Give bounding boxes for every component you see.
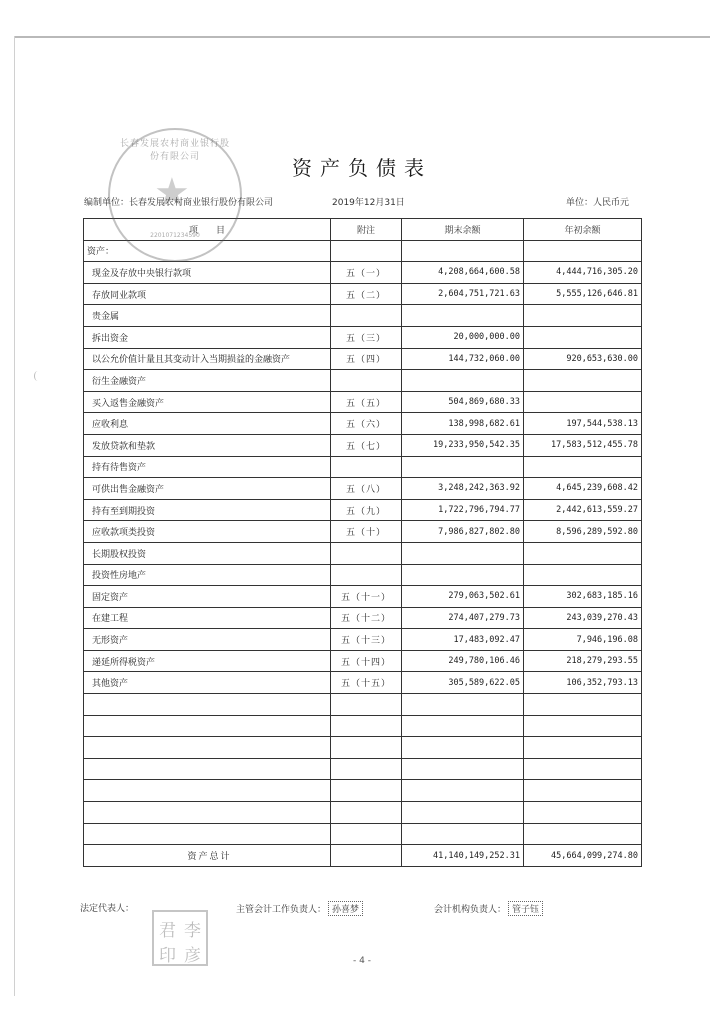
- table-row: [84, 780, 642, 802]
- table-row: [84, 737, 642, 759]
- row-opening-balance: 5,555,126,646.81: [524, 283, 642, 305]
- row-closing-balance: 4,208,664,600.58: [402, 262, 524, 284]
- legal-representative: 法定代表人：: [80, 904, 135, 914]
- row-closing-balance: [402, 737, 524, 759]
- row-opening-balance: 4,444,716,305.20: [524, 262, 642, 284]
- row-item: 持有至到期投资: [84, 499, 331, 521]
- accounting-head-label: 会计机构负责人：: [434, 905, 507, 915]
- row-opening-balance: [524, 370, 642, 392]
- row-opening-balance: 197,544,538.13: [524, 413, 642, 435]
- table-row: [84, 456, 642, 478]
- row-item: 持有待售资产: [84, 456, 331, 478]
- row-item: 衍生金融资产: [84, 370, 331, 392]
- row-note: [331, 694, 402, 716]
- row-closing-balance: 19,233,950,542.35: [402, 434, 524, 456]
- row-note: 五（十四）: [331, 650, 402, 672]
- report-date: 2019年12月31日: [332, 198, 405, 208]
- row-note: [331, 737, 402, 759]
- row-item: [84, 802, 331, 824]
- row-closing-balance: [402, 564, 524, 586]
- header-opening-balance: 年初余额: [524, 219, 642, 241]
- row-note: [331, 542, 402, 564]
- row-closing-balance: 1,722,796,794.77: [402, 499, 524, 521]
- seal-text: 长春发展农村商业银行股份有限公司: [120, 139, 231, 162]
- total-assets-row: [84, 845, 642, 867]
- table-row: [84, 650, 642, 672]
- table-row: [84, 499, 642, 521]
- seal-char: 印: [159, 946, 176, 966]
- row-item: 投资性房地产: [84, 564, 331, 586]
- row-closing-balance: 249,780,106.46: [402, 650, 524, 672]
- row-item: 长期股权投资: [84, 542, 331, 564]
- seal-char: 君: [159, 921, 176, 941]
- row-note: 五（十三）: [331, 629, 402, 651]
- row-item: [84, 823, 331, 845]
- chief-accountant: [236, 901, 363, 916]
- table-row: [84, 607, 642, 629]
- compiled-by-label: 编制单位：: [84, 198, 130, 208]
- row-closing-balance: 20,000,000.00: [402, 326, 524, 348]
- table-row: [84, 348, 642, 370]
- seal-char: 李: [184, 921, 201, 941]
- row-note: [331, 802, 402, 824]
- row-opening-balance: 920,653,630.00: [524, 348, 642, 370]
- company-name: 长春发展农村商业银行股份有限公司: [129, 198, 274, 208]
- row-item: 发放贷款和垫款: [84, 434, 331, 456]
- table-row: [84, 542, 642, 564]
- row-opening-balance: [524, 305, 642, 327]
- row-closing-balance: 2,604,751,721.63: [402, 283, 524, 305]
- row-opening-balance: [524, 715, 642, 737]
- balance-sheet-table: [83, 218, 642, 867]
- row-note: 五（一）: [331, 262, 402, 284]
- row-opening-balance: [524, 326, 642, 348]
- chief-accountant-name-stamp: 孙喜梦: [328, 901, 363, 916]
- row-note: [331, 780, 402, 802]
- row-closing-balance: [402, 758, 524, 780]
- table-row: [84, 370, 642, 392]
- row-note: [331, 564, 402, 586]
- header-closing-balance: 期末余额: [402, 219, 524, 241]
- row-closing-balance: 3,248,242,363.92: [402, 478, 524, 500]
- row-note: 五（二）: [331, 283, 402, 305]
- scan-edge: [14, 36, 710, 38]
- row-opening-balance: 302,683,185.16: [524, 586, 642, 608]
- header-note: 附注: [331, 219, 402, 241]
- table-row: [84, 802, 642, 824]
- row-note: [331, 456, 402, 478]
- row-note: [331, 240, 402, 262]
- table-row: [84, 262, 642, 284]
- row-opening-balance: [524, 694, 642, 716]
- row-item: 资产：: [84, 240, 331, 262]
- row-item: 存放同业款项: [84, 283, 331, 305]
- seal-char: 彦: [184, 946, 201, 966]
- table-row: [84, 694, 642, 716]
- row-item: 其他资产: [84, 672, 331, 694]
- row-opening-balance: 106,352,793.13: [524, 672, 642, 694]
- table-row: [84, 478, 642, 500]
- row-item: [84, 758, 331, 780]
- table-row: [84, 283, 642, 305]
- row-opening-balance: 218,279,293.55: [524, 650, 642, 672]
- row-closing-balance: 144,732,060.00: [402, 348, 524, 370]
- row-note: 五（六）: [331, 413, 402, 435]
- row-note: 五（九）: [331, 499, 402, 521]
- table-row: [84, 434, 642, 456]
- row-opening-balance: [524, 542, 642, 564]
- row-opening-balance: 4,645,239,608.42: [524, 478, 642, 500]
- row-note: 五（八）: [331, 478, 402, 500]
- row-note: 五（十五）: [331, 672, 402, 694]
- row-closing-balance: 17,483,092.47: [402, 629, 524, 651]
- row-item: 固定资产: [84, 586, 331, 608]
- row-note: 五（十）: [331, 521, 402, 543]
- row-opening-balance: [524, 823, 642, 845]
- row-opening-balance: [524, 758, 642, 780]
- row-closing-balance: 279,063,502.61: [402, 586, 524, 608]
- row-item: 应收利息: [84, 413, 331, 435]
- row-closing-balance: 138,998,682.61: [402, 413, 524, 435]
- total-opening: 45,664,099,274.80: [524, 845, 642, 867]
- row-item: 递延所得税资产: [84, 650, 331, 672]
- row-item: 买入返售金融资产: [84, 391, 331, 413]
- table-row: [84, 326, 642, 348]
- row-closing-balance: [402, 542, 524, 564]
- row-item: 现金及存放中央银行款项: [84, 262, 331, 284]
- total-note: [331, 845, 402, 867]
- row-closing-balance: [402, 305, 524, 327]
- table-row: [84, 564, 642, 586]
- row-item: [84, 694, 331, 716]
- total-closing: 41,140,149,252.31: [402, 845, 524, 867]
- row-note: [331, 370, 402, 392]
- row-item: 无形资产: [84, 629, 331, 651]
- row-opening-balance: 17,583,512,455.78: [524, 434, 642, 456]
- page-number: - 4 -: [353, 956, 371, 966]
- row-note: 五（十二）: [331, 607, 402, 629]
- row-item: 应收款项类投资: [84, 521, 331, 543]
- accounting-head: [434, 901, 543, 916]
- row-opening-balance: 243,039,270.43: [524, 607, 642, 629]
- table-row: [84, 391, 642, 413]
- row-closing-balance: [402, 780, 524, 802]
- row-closing-balance: 7,986,827,802.80: [402, 521, 524, 543]
- table-row: [84, 629, 642, 651]
- row-item: [84, 715, 331, 737]
- row-note: 五（十一）: [331, 586, 402, 608]
- row-closing-balance: 504,869,680.33: [402, 391, 524, 413]
- table-row: [84, 823, 642, 845]
- row-item: 可供出售金融资产: [84, 478, 331, 500]
- row-item: [84, 780, 331, 802]
- row-note: 五（四）: [331, 348, 402, 370]
- row-item: 贵金属: [84, 305, 331, 327]
- total-label: 资产总计: [84, 845, 331, 867]
- row-note: [331, 823, 402, 845]
- row-closing-balance: [402, 802, 524, 824]
- row-opening-balance: 2,442,613,559.27: [524, 499, 642, 521]
- seal-code: 2201071234590: [150, 232, 200, 239]
- row-item: 以公允价值计量且其变动计入当期损益的金融资产: [84, 348, 331, 370]
- row-note: [331, 305, 402, 327]
- row-item: 在建工程: [84, 607, 331, 629]
- row-note: 五（三）: [331, 326, 402, 348]
- table-row: [84, 305, 642, 327]
- seal-star-icon: ★: [154, 170, 190, 216]
- table-row: [84, 521, 642, 543]
- row-closing-balance: 274,407,279.73: [402, 607, 524, 629]
- row-item: 拆出资金: [84, 326, 331, 348]
- row-opening-balance: 7,946,196.08: [524, 629, 642, 651]
- table-row: [84, 715, 642, 737]
- row-opening-balance: [524, 780, 642, 802]
- row-opening-balance: [524, 240, 642, 262]
- row-closing-balance: [402, 823, 524, 845]
- row-item: [84, 737, 331, 759]
- table-row: [84, 672, 642, 694]
- row-closing-balance: 305,589,622.05: [402, 672, 524, 694]
- accounting-head-name-stamp: 管子钰: [508, 901, 543, 916]
- row-opening-balance: [524, 564, 642, 586]
- row-note: 五（七）: [331, 434, 402, 456]
- row-note: 五（五）: [331, 391, 402, 413]
- row-closing-balance: [402, 370, 524, 392]
- table-row: [84, 413, 642, 435]
- document-title: 资产负债表: [292, 156, 432, 180]
- row-opening-balance: [524, 391, 642, 413]
- header-item: 项 目: [84, 219, 331, 241]
- table-row: [84, 758, 642, 780]
- row-opening-balance: [524, 456, 642, 478]
- margin-mark: [34, 371, 41, 381]
- row-closing-balance: [402, 694, 524, 716]
- row-opening-balance: 8,596,289,592.80: [524, 521, 642, 543]
- row-opening-balance: [524, 737, 642, 759]
- row-closing-balance: [402, 715, 524, 737]
- row-opening-balance: [524, 802, 642, 824]
- row-note: [331, 715, 402, 737]
- company-seal: [108, 128, 242, 262]
- table-row: [84, 586, 642, 608]
- row-closing-balance: [402, 240, 524, 262]
- chief-accountant-label: 主管会计工作负责人：: [236, 905, 327, 915]
- row-note: [331, 758, 402, 780]
- currency-unit: 单位：人民币元: [566, 198, 630, 208]
- row-closing-balance: [402, 456, 524, 478]
